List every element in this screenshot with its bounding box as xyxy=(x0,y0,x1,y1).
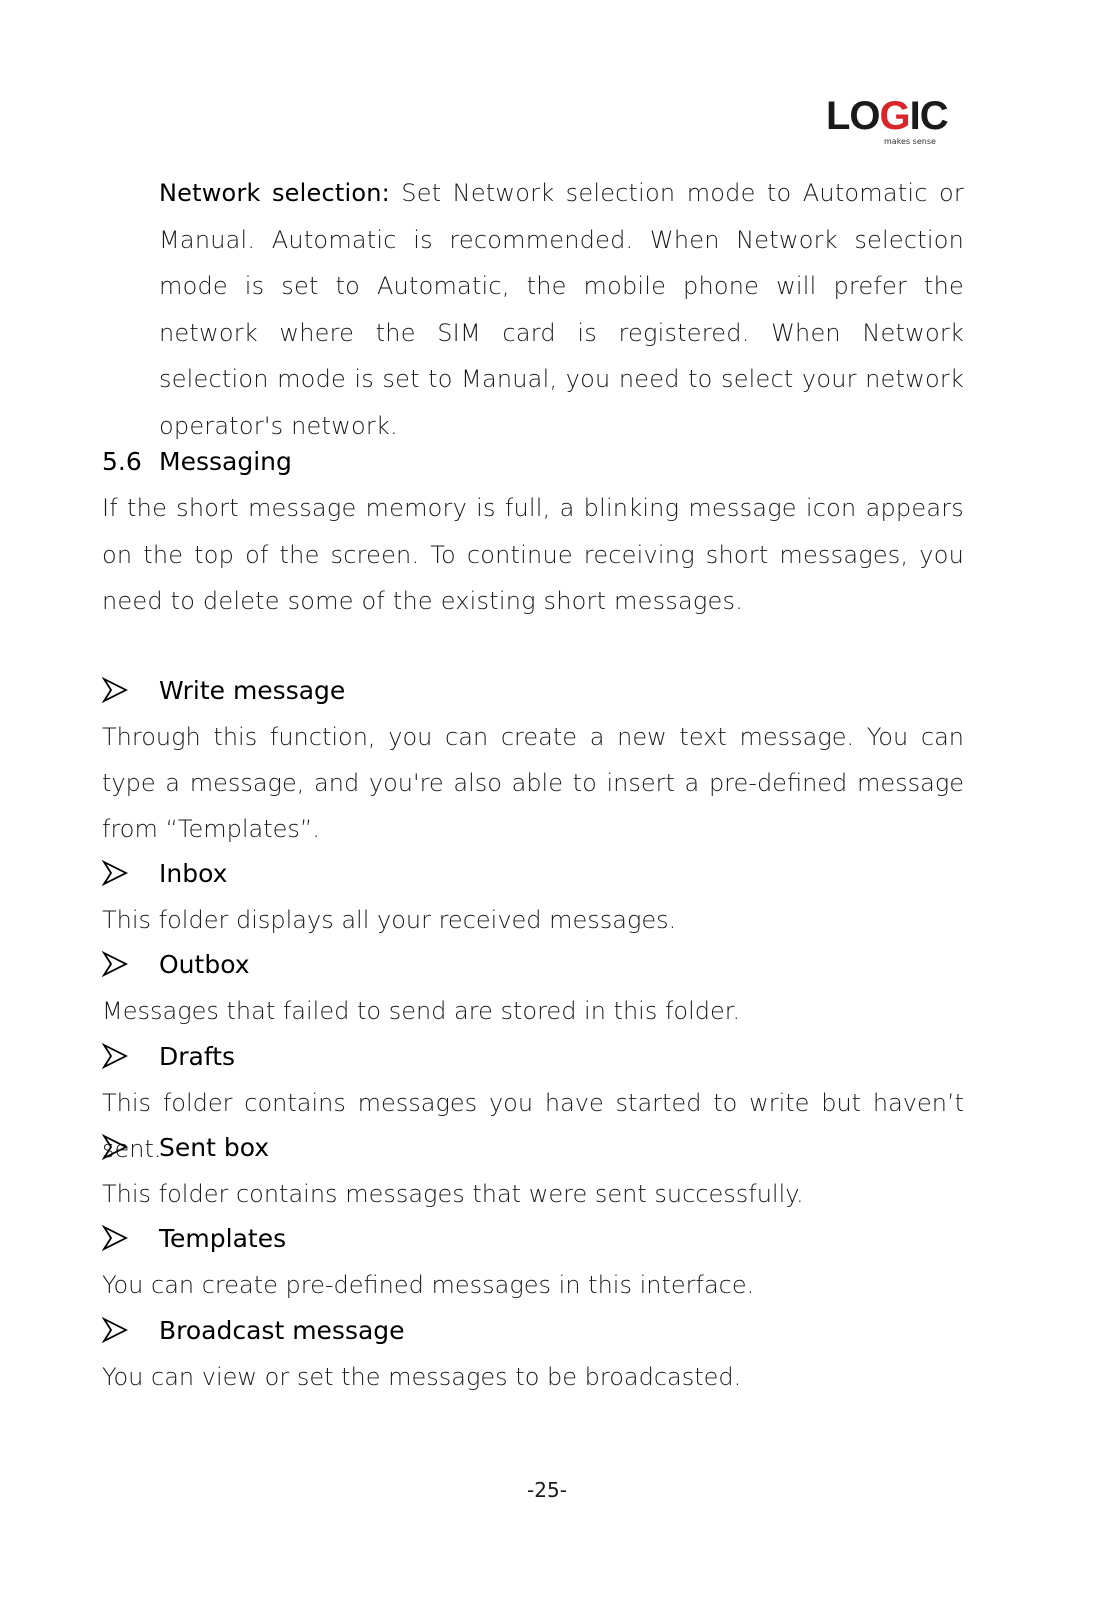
network-selection-text: Set Network selection mode to Automatic or Manual. Automatic is recommended. When Network selection mode is set to Automatic, the mobile phone will prefer the network where the SIM card is registered. When Network selection mode is set to Manual, you need to select your network operator's network. xyxy=(159,179,964,440)
network-selection-paragraph xyxy=(159,170,964,449)
list-item xyxy=(102,1308,964,1354)
item-description: This folder contains messages you have started to write but haven’t sent. xyxy=(102,1089,964,1163)
arrowhead-bullet-icon xyxy=(102,1317,128,1343)
item-description: You can view or set the messages to be broadcasted. xyxy=(102,1363,742,1391)
list-item xyxy=(102,942,964,988)
list-item xyxy=(102,851,964,897)
arrowhead-bullet-icon xyxy=(102,951,128,977)
arrowhead-bullet-icon xyxy=(102,1225,128,1251)
item-label: Sent box xyxy=(159,1133,270,1162)
arrowhead-bullet-icon xyxy=(102,1043,128,1069)
list-item xyxy=(102,1216,964,1262)
item-label: Broadcast message xyxy=(159,1316,405,1345)
network-selection-label: Network selection: xyxy=(159,179,390,207)
list-item xyxy=(102,1125,964,1171)
item-description: This folder contains messages that were sent successfully. xyxy=(102,1180,804,1208)
section-number: 5.6 xyxy=(102,447,142,476)
logo-wordmark: LOGIC xyxy=(826,94,948,138)
item-description: You can create pre-defined messages in this interface. xyxy=(102,1271,755,1299)
logo-tagline: makes sense xyxy=(884,137,936,146)
item-description: Through this function, you can create a new text message. You can type a message, and you're also able to insert a pre-defined message from “Templates”. xyxy=(102,723,964,843)
page-number: -25- xyxy=(527,1478,567,1502)
item-description: Messages that failed to send are stored in this folder. xyxy=(102,997,741,1025)
section-heading xyxy=(102,439,292,485)
item-description: This folder displays all your received messages. xyxy=(102,906,677,934)
arrowhead-bullet-icon xyxy=(102,1134,128,1160)
item-label: Templates xyxy=(159,1224,287,1253)
logic-logo xyxy=(826,94,956,150)
item-label: Drafts xyxy=(159,1042,236,1071)
messaging-intro: If the short message memory is full, a blinking message icon appears on the top of the screen. To continue receiving short messages, you need to delete some of the existing short messages. xyxy=(102,494,964,615)
item-label: Outbox xyxy=(159,950,250,979)
list-item xyxy=(102,1034,964,1080)
section-title: Messaging xyxy=(159,447,292,476)
list-item xyxy=(102,668,964,714)
arrowhead-bullet-icon xyxy=(102,860,128,886)
item-label: Write message xyxy=(159,676,346,705)
arrowhead-bullet-icon xyxy=(102,677,128,703)
item-label: Inbox xyxy=(159,859,228,888)
